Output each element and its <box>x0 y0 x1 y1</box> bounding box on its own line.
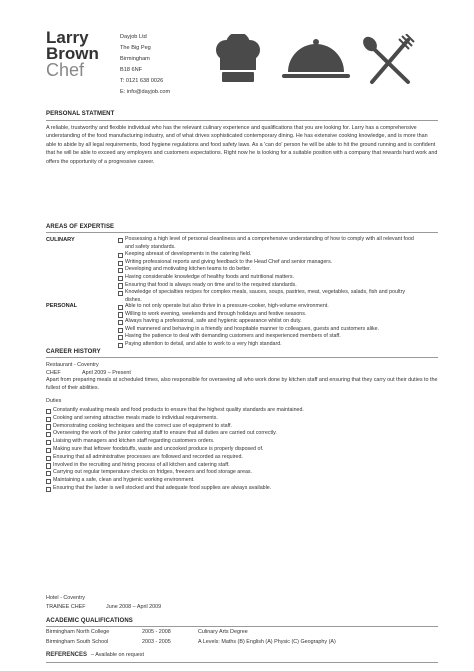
job-1-title: CHEF <box>46 370 61 376</box>
divider <box>46 662 438 663</box>
job-1-row <box>46 370 131 376</box>
job-1-summary: Apart from preparing meals at scheduled times, also responsible for overseeing all who work done by kitchen staff and ensuring that they carry out their duties to the fullest of their abilities. <box>46 377 438 391</box>
culinary-label: CULINARY <box>46 237 75 243</box>
qualifications-heading: ACADEMIC QUALIFICATIONS <box>46 618 133 624</box>
list-item: Always having a professional, safe and hygienic appearance whilst on duty. <box>118 318 418 326</box>
role-title: Chef <box>46 60 85 80</box>
list-item: Having the patience to deal with demanding customers and inexperienced members of staff. <box>118 333 418 341</box>
job-2-dates: June 2008 – April 2009 <box>106 604 162 610</box>
references-heading: REFERENCES <box>46 652 88 658</box>
qualification-school: Birmingham North College <box>46 629 110 635</box>
references-text: – Available on request <box>91 652 144 658</box>
qualification-years: 2005 - 2008 <box>142 629 171 635</box>
list-item: Carrying out regular temperature checks on fridges, freezers and food storage areas. <box>46 469 438 477</box>
list-item: Liaising with managers and kitchen staff regarding customers orders. <box>46 438 438 446</box>
contact-line: Dayjob Ltd <box>120 34 147 40</box>
list-item: Knowledge of specialties recipes for complex meals, sauces, soups, pastries, meat, vegetables, salads, fish and poultry dishes. <box>118 289 418 304</box>
list-item: Able to not only operate but also thrive in a pressure-cooker, high-volume environment. <box>118 303 418 311</box>
header-icons <box>212 34 438 94</box>
contact-line: The Big Peg <box>120 45 151 51</box>
divider <box>46 120 438 121</box>
contact-line: T: 0121 638 0026 <box>120 78 164 84</box>
list-item: Ensuring that food is always ready on time and to the required standards. <box>118 282 418 290</box>
list-item: Overseeing the work of the junior catering staff to ensure that all duties are carried out correctly. <box>46 430 438 438</box>
list-item: Willing to work evening, weekends and through holidays and festive seasons. <box>118 311 418 319</box>
cloche-icon <box>282 39 350 78</box>
divider <box>46 626 438 627</box>
qualification-award: A Levels: Maths (B) English (A) Physic (C) Geography (A) <box>198 639 336 645</box>
chef-hat-icon <box>216 34 260 82</box>
references-row <box>46 652 144 658</box>
personal-label: PERSONAL <box>46 303 78 309</box>
list-item: Making sure that leftover foodstuffs, waste and uncooked produce is properly disposed of. <box>46 446 438 454</box>
personal-list <box>118 303 418 349</box>
list-item: Having considerable knowledge of healthy foods and nutritional matters. <box>118 274 418 282</box>
list-item: Developing and motivating kitchen teams to do better. <box>118 266 418 274</box>
qualification-row <box>46 639 336 645</box>
contact-line: Birmingham <box>120 56 150 62</box>
contact-line: B18 6NF <box>120 67 143 73</box>
qualification-years: 2003 - 2005 <box>142 639 171 645</box>
job-2-row <box>46 604 161 610</box>
list-item: Cooking and serving attractive meals made to individual requirements. <box>46 415 438 423</box>
list-item: Constantly evaluating meals and food products to ensure that the highest quality standards are maintained. <box>46 407 438 415</box>
list-item: Ensuring that all administrative processes are followed and recorded as required. <box>46 454 438 462</box>
list-item: Paying attention to detail, and able to work to a very high standard. <box>118 341 418 349</box>
list-item: Keeping abreast of developments in the catering field. <box>118 251 418 259</box>
list-item: Writing professional reports and giving feedback to the Head Chef and senior managers. <box>118 259 418 267</box>
duties-list <box>46 407 438 493</box>
list-item: Maintaining a safe, clean and hygienic working environment. <box>46 477 438 485</box>
statement-text: A reliable, trustworthy and flexible individual who has the relevant culinary experience and qualifications that you are looking for. Larry has a comprehensive understanding of the food manufacturing industry, and of what drives sophisticated contemporary dining. He has extensive cooking knowledge, and is more than able to abide by all legal requirements, food hygiene regulations and food safety laws. As a 'can do' person he will be able to hit the ground running and is confident that he will be able to exceed any employers and customers expectations. Right now he is looking for a suitable position with a company that rewards hard work and offers the opportunity of a progressive career. <box>46 125 438 165</box>
expertise-heading: AREAS OF EXPERTISE <box>46 224 115 230</box>
job-2-title: TRAINEE CHEF <box>46 604 86 610</box>
last-name: Brown <box>46 44 99 63</box>
divider <box>46 357 438 358</box>
employer-1: Restaurant - Coventry <box>46 362 99 368</box>
list-item: Well mannered and behaving in a friendly and hospitable manner to colleagues, guests and customers alike. <box>118 326 418 334</box>
list-item: Ensuring that the larder is well stocked and that adequate food supplies are always available. <box>46 485 438 493</box>
list-item: Involved in the recruiting and hiring process of all kitchen and catering staff. <box>46 462 438 470</box>
career-heading: CAREER HISTORY <box>46 349 101 355</box>
list-item: Possessing a high level of personal cleanliness and a comprehensive understanding of how to comply with all relevant food and safety standards. <box>118 236 418 251</box>
qualification-award: Culinary Arts Degree <box>198 629 248 635</box>
culinary-list <box>118 236 418 304</box>
candidate-name <box>46 30 99 78</box>
crossed-fork-spoon-icon <box>360 34 414 82</box>
list-item: Demonstrating cooking techniques and the correct use of equipment to staff. <box>46 423 438 431</box>
qualification-row <box>46 629 248 635</box>
statement-heading: PERSONAL STATMENT <box>46 111 115 117</box>
job-1-dates: April 2009 – Present <box>82 370 131 376</box>
employer-2: Hotel - Coventry <box>46 595 85 601</box>
first-name: Larry <box>46 28 89 47</box>
contact-line: E: info@dayjob.com <box>120 89 171 95</box>
duties-label: Duties <box>46 398 62 404</box>
qualification-school: Birmingham South School <box>46 639 109 645</box>
contact-details <box>120 32 170 98</box>
divider <box>46 232 438 233</box>
